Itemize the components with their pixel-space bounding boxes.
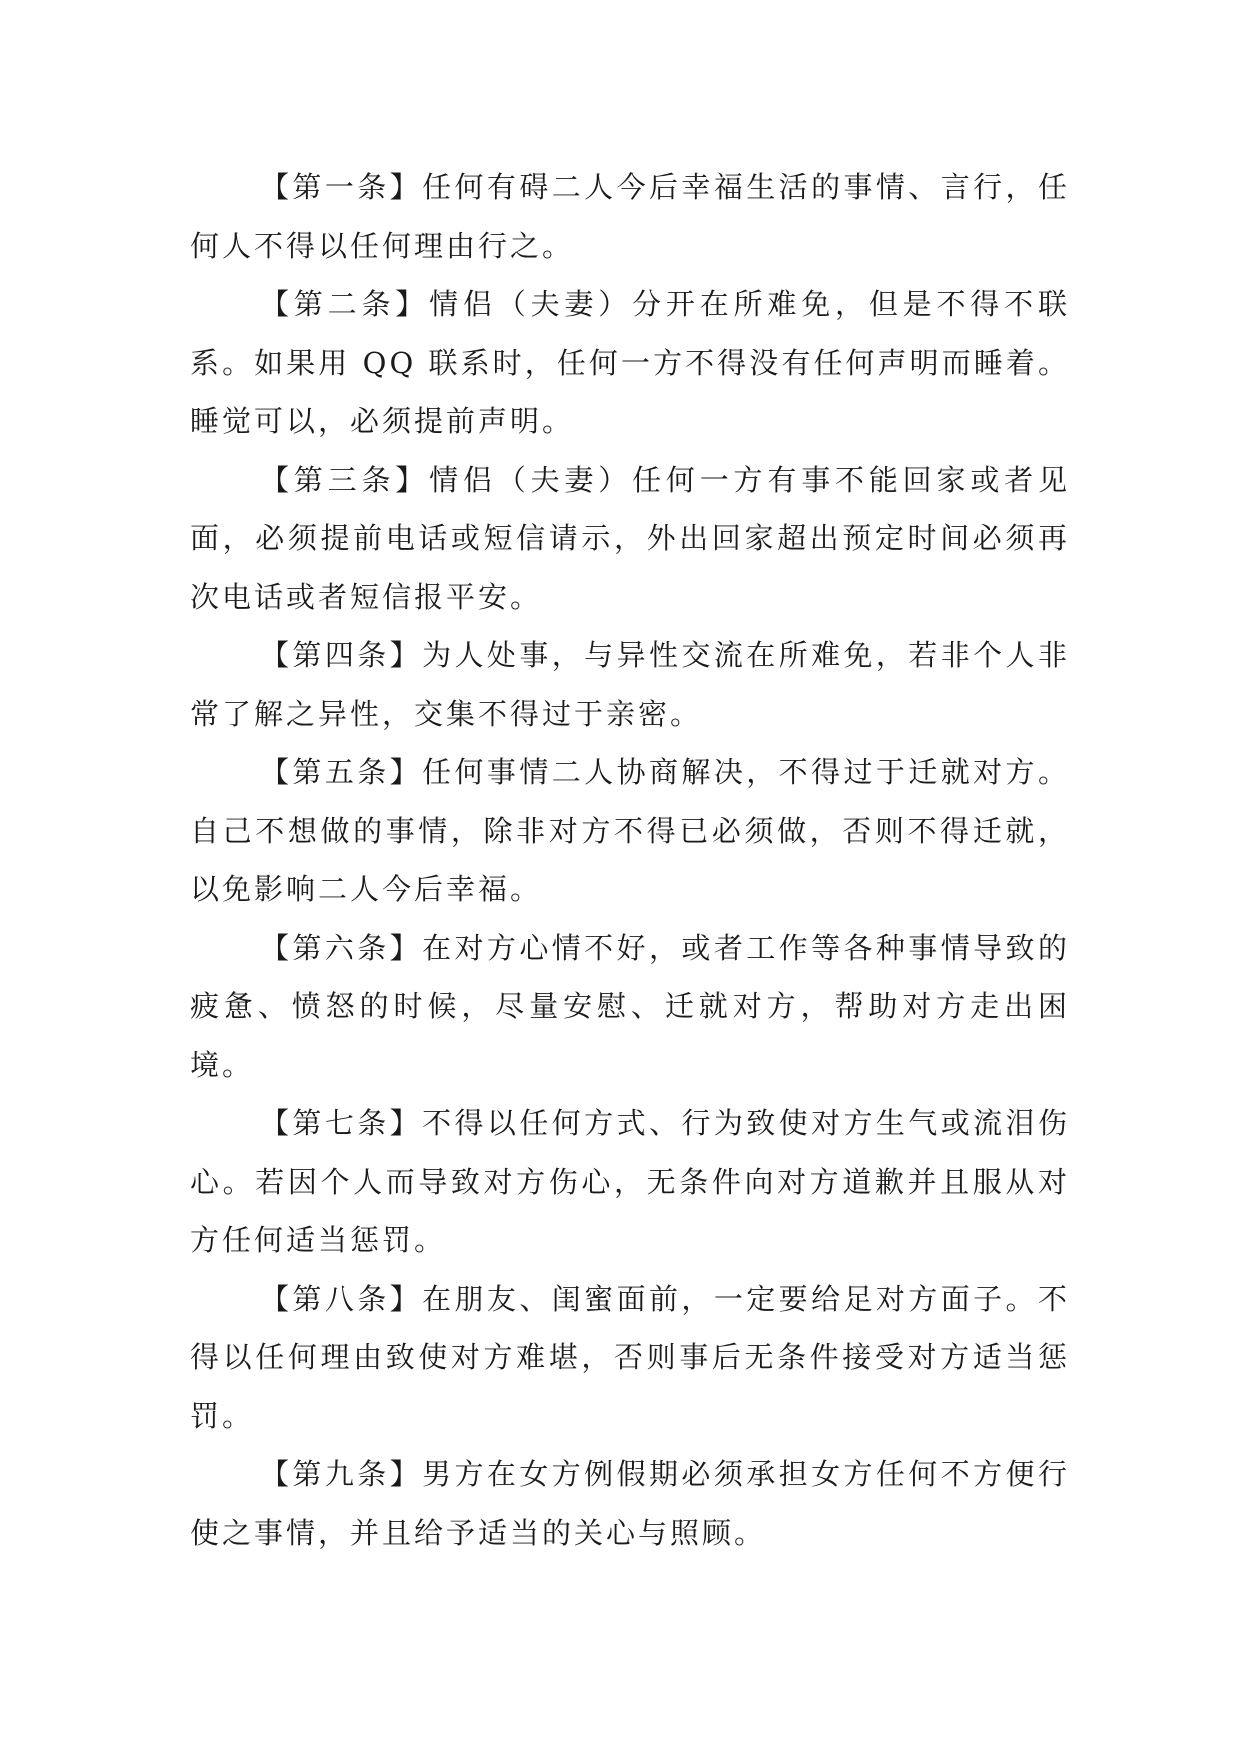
article-label: 【第六条】 (260, 930, 423, 965)
article-2 (190, 275, 1070, 451)
article-8 (190, 1270, 1070, 1446)
article-text: 任何有碍二人今后幸福生活的事情、言行，任何人不得以任何理由行之。 (190, 170, 1070, 263)
article-label: 【第八条】 (260, 1281, 423, 1316)
article-label: 【第九条】 (260, 1457, 423, 1491)
article-text: 为人处事，与异性交流在所难免，若非个人非常了解之异性，交集不得过于亲密。 (190, 638, 1070, 731)
article-7 (190, 1094, 1070, 1270)
article-text: 在对方心情不好，或者工作等各种事情导致的疲惫、愤怒的时候，尽量安慰、迁就对方，帮助对方走出困境。 (190, 930, 1070, 1082)
article-3 (190, 451, 1070, 627)
article-6 (190, 919, 1070, 1095)
article-9 (190, 1445, 1070, 1562)
article-text: 男方在女方例假期必须承担女方任何不方便行使之事情，并且给予适当的关心与照顾。 (190, 1457, 1070, 1550)
article-text: 任何事情二人协商解决，不得过于迁就对方。自己不想做的事情，除非对方不得已必须做，否则不得迁就，以免影响二人今后幸福。 (190, 755, 1070, 906)
article-5 (190, 743, 1070, 919)
article-label: 【第三条】 (260, 462, 430, 497)
article-label: 【第一条】 (260, 170, 423, 204)
article-label: 【第四条】 (260, 638, 423, 672)
article-text: 情侣（夫妻）分开在所难免，但是不得不联系。如果用 QQ 联系时，任何一方不得没有任何声明而睡着。睡觉可以，必须提前声明。 (190, 287, 1070, 438)
article-text: 在朋友、闺蜜面前，一定要给足对方面子。不得以任何理由致使对方难堪，否则事后无条件接受对方适当惩罚。 (190, 1281, 1070, 1433)
article-label: 【第七条】 (260, 1106, 423, 1140)
article-label: 【第二条】 (260, 287, 430, 321)
article-text: 情侣（夫妻）任何一方有事不能回家或者见面，必须提前电话或短信请示，外出回家超出预定时间必须再次电话或者短信报平安。 (190, 462, 1070, 614)
article-1 (190, 158, 1070, 275)
article-label: 【第五条】 (260, 755, 423, 789)
article-4 (190, 626, 1070, 743)
document-body (190, 158, 1070, 1562)
article-text: 不得以任何方式、行为致使对方生气或流泪伤心。若因个人而导致对方伤心，无条件向对方道歉并且服从对方任何适当惩罚。 (190, 1106, 1070, 1257)
